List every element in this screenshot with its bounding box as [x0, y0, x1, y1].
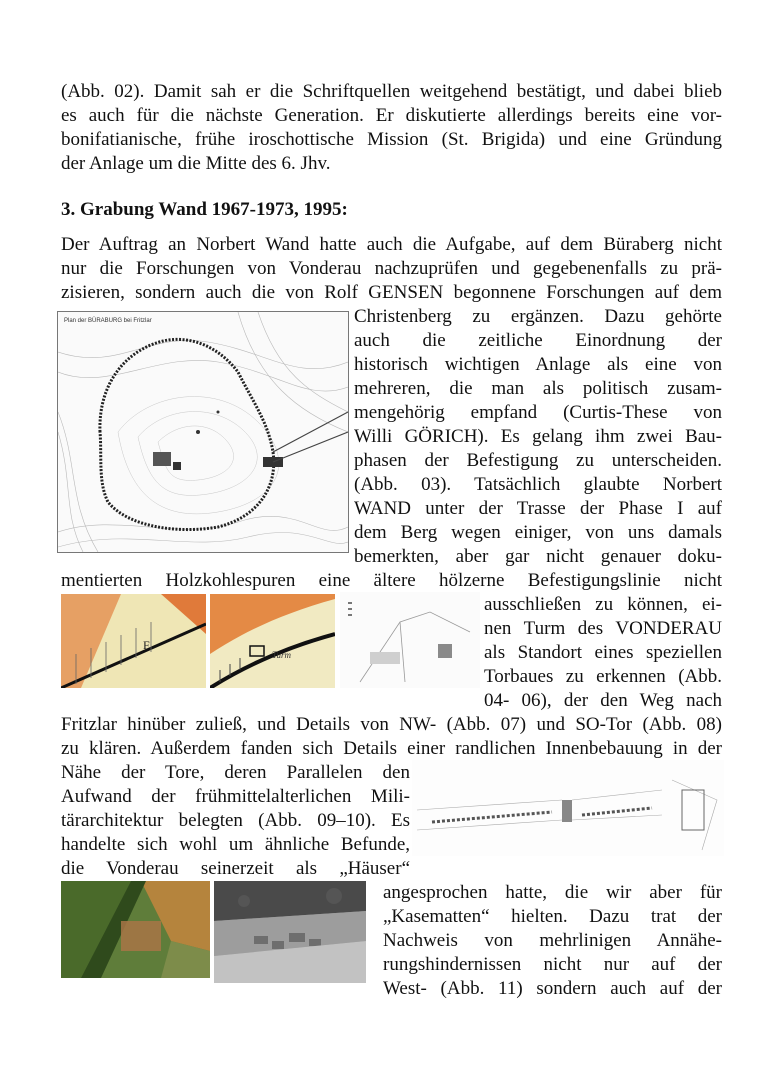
map-label: Turm [272, 650, 292, 660]
text-line: „Kasematten“ hielten. Dazu trat der [383, 906, 722, 927]
text-line: bonifatianische, frühe iroschottische Mission (St. Brigida) und eine Gründung [61, 129, 722, 150]
text-line: historisch wichtigen Anlage als eine von [354, 354, 722, 375]
text-line: Fritzlar hinüber zuließ, und Details von NW- (Abb. 07) und SO-Tor (Abb. 08) [61, 714, 722, 735]
svg-text:F: F [143, 638, 150, 652]
text-line: WAND unter der Trasse der Phase I auf [354, 498, 722, 519]
text-line: der Anlage um die Mitte des 6. Jhv. [61, 153, 331, 174]
text-line: Nähe der Tore, deren Parallelen den [61, 762, 410, 783]
text-line: handelte sich wohl um ähnliche Befunde, [61, 834, 410, 855]
text-line: zisieren, sondern auch die von Rolf GENSEN begonnene Forschungen auf dem [61, 282, 722, 303]
text-line: nen Turm des VONDERAU [484, 618, 722, 639]
text-line: ausschließen zu können, ei- [484, 594, 722, 615]
text-line: Willi GÖRICH). Es gelang ihm zwei Bau- [354, 426, 722, 447]
text-line: die Vonderau seinerzeit als „Häuser“ [61, 858, 410, 879]
plan-figure-3 [340, 592, 480, 688]
text-line: angesprochen hatte, die wir aber für [383, 882, 722, 903]
text-line: Torbaues zu erkennen (Abb. [484, 666, 722, 687]
text-line: Nachweis von mehrlinigen Annähe- [383, 930, 722, 951]
text-line: (Abb. 03). Tatsächlich glaubte Norbert [354, 474, 722, 495]
text-line: Der Auftrag an Norbert Wand hatte auch die Aufgabe, auf dem Büraberg nicht [61, 234, 722, 255]
section-heading: 3. Grabung Wand 1967-1973, 1995: [61, 199, 348, 220]
text-line: bemerkten, aber gar nicht genauer doku- [354, 546, 722, 567]
text-line: Aufwand der frühmittelalterlichen Mili- [61, 786, 410, 807]
text-line: mengehörig empfand (Curtis-These von [354, 402, 722, 423]
text-line: es auch für die nächste Generation. Er diskutierte allerdings bereits eine vor- [61, 105, 722, 126]
site-plan-figure [57, 311, 349, 553]
text-line: tärarchitektur belegten (Abb. 09–10). Es [61, 810, 410, 831]
gate-plans-figure [412, 760, 724, 856]
text-line: zu klären. Außerdem fanden sich Details einer randlichen Innenbebauung in der [61, 738, 722, 759]
text-line: nur die Forschungen von Vonderau nachzuprüfen und gegebenenfalls zu prä- [61, 258, 722, 279]
plan-title: Plan der BÜRABURG bei Fritzlar [64, 318, 152, 324]
text-line: auch die zeitliche Einordnung der [354, 330, 722, 351]
text-line: mentierten Holzkohlespuren eine ältere hölzerne Befestigungslinie nicht [61, 570, 722, 591]
text-line: Christenberg zu ergänzen. Dazu gehörte [354, 306, 722, 327]
map-figure-2 [210, 594, 335, 688]
text-line: (Abb. 02). Damit sah er die Schriftquellen weitgehend bestätigt, und dabei blieb [61, 81, 722, 102]
text-line: als Standort eines speziellen [484, 642, 722, 663]
aerial-photo [61, 881, 210, 978]
text-line: West- (Abb. 11) sondern auch auf der [383, 978, 722, 999]
text-line: mehreren, die man als politisch zusam- [354, 378, 722, 399]
text-line: 04- 06), der den Weg nach [484, 690, 722, 711]
text-line: phasen der Befestigung zu unterscheiden. [354, 450, 722, 471]
excavation-photo [214, 881, 366, 983]
text-line: rungshindernissen nicht nur auf der [383, 954, 722, 975]
text-line: dem Berg wegen einiger, von uns damals [354, 522, 722, 543]
map-figure-1 [61, 594, 206, 688]
